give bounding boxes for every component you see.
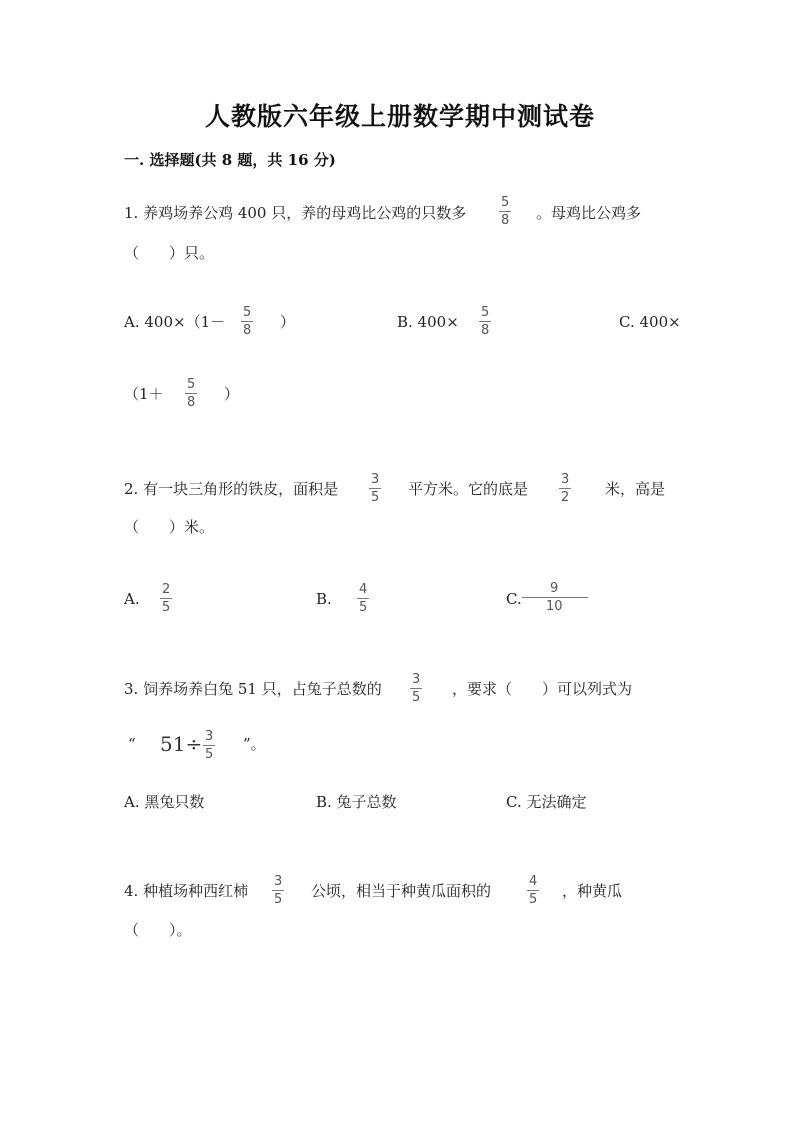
q3-expression-whole: 51÷ <box>160 732 203 756</box>
q1-option-b-text: B. 400× <box>397 313 459 331</box>
q1-text-part2: 。母鸡比公鸡多 <box>536 204 642 222</box>
q2-option-b-fraction <box>357 583 369 615</box>
q4-text-part3: ，种黄瓜 <box>562 882 623 900</box>
fraction-numerator: 5 <box>243 305 252 320</box>
q2-option-c-label: C. <box>506 590 522 608</box>
q1-text-part1: 1. 养鸡场养公鸡 400 只，养的母鸡比公鸡的只数多 <box>124 204 467 222</box>
q1-blank-line: （ ）只。 <box>124 244 215 262</box>
fraction-denominator: 5 <box>359 600 368 615</box>
fraction-denominator: 8 <box>501 213 510 228</box>
fraction-bar <box>241 321 253 322</box>
q3-fraction <box>410 673 422 705</box>
q2-option-a-label: A. <box>124 590 140 608</box>
fraction-numerator: 5 <box>481 305 490 320</box>
fraction-denominator: 10 <box>546 599 563 614</box>
q1-fraction <box>499 196 511 228</box>
fraction-numerator: 9 <box>550 581 559 596</box>
fraction-numerator: 5 <box>187 377 196 392</box>
fraction-numerator: 3 <box>205 729 214 744</box>
q1-option-c-line2: （1＋ <box>124 385 164 403</box>
fraction-denominator: 5 <box>162 600 171 615</box>
fraction-numerator: 3 <box>371 472 380 487</box>
fraction-bar <box>203 745 215 746</box>
fraction-bar <box>410 688 422 689</box>
q4-fraction-tomato <box>272 875 284 907</box>
q2-blank-line: （ ）米。 <box>124 518 215 536</box>
q4-text-part2: 公顷，相当于种黄瓜面积的 <box>311 882 492 900</box>
q1-option-a-fraction <box>241 306 253 338</box>
fraction-denominator: 8 <box>243 323 252 338</box>
q3-quote-close: ”。 <box>243 735 266 753</box>
q1-option-c-fraction <box>185 378 197 410</box>
fraction-bar <box>160 598 172 599</box>
q4-text-part1: 4. 种植场种西红柿 <box>124 882 249 900</box>
fraction-bar <box>185 393 197 394</box>
fraction-numerator: 2 <box>162 582 171 597</box>
fraction-numerator: 5 <box>501 195 510 210</box>
q1-option-c-close: ） <box>224 385 240 403</box>
q2-option-c-fraction <box>522 582 588 614</box>
page-title: 人教版六年级上册数学期中测试卷 <box>204 102 595 131</box>
section-heading: 一. 选择题(共 8 题，共 16 分) <box>124 151 336 169</box>
q1-option-a-text: A. 400×（1－ <box>124 313 226 331</box>
q3-option-c: C. 无法确定 <box>506 793 587 811</box>
fraction-bar <box>357 598 369 599</box>
fraction-bar <box>527 890 539 891</box>
q2-text-part3: 米，高是 <box>605 480 666 498</box>
fraction-denominator: 5 <box>529 892 538 907</box>
fraction-numerator: 3 <box>412 672 421 687</box>
q3-text-part2: ，要求（ ）可以列式为 <box>452 680 633 698</box>
q4-fraction-cucumber <box>527 875 539 907</box>
fraction-bar <box>499 211 511 212</box>
q3-expression-fraction <box>203 730 215 762</box>
q2-text-part2: 平方米。它的底是 <box>408 480 529 498</box>
q3-option-b: B. 兔子总数 <box>316 793 397 811</box>
q1-option-c-text: C. 400× <box>619 313 681 331</box>
fraction-bar <box>522 597 588 598</box>
fraction-denominator: 2 <box>561 490 570 505</box>
q1-option-b-fraction <box>479 306 491 338</box>
q3-quote-open: “ <box>128 735 136 753</box>
q3-option-a: A. 黑兔只数 <box>124 793 205 811</box>
fraction-numerator: 4 <box>529 874 538 889</box>
q4-blank-line: （ ）。 <box>124 921 192 939</box>
q2-fraction-base <box>559 473 571 505</box>
fraction-denominator: 5 <box>274 892 283 907</box>
fraction-bar <box>369 488 381 489</box>
fraction-denominator: 5 <box>412 690 421 705</box>
q2-option-b-label: B. <box>316 590 332 608</box>
q2-option-a-fraction <box>160 583 172 615</box>
q3-text-part1: 3. 饲养场养白兔 51 只，占兔子总数的 <box>124 680 382 698</box>
fraction-bar <box>559 488 571 489</box>
fraction-denominator: 5 <box>371 490 380 505</box>
fraction-bar <box>272 890 284 891</box>
fraction-denominator: 8 <box>481 323 490 338</box>
fraction-numerator: 3 <box>274 874 283 889</box>
fraction-numerator: 4 <box>359 582 368 597</box>
fraction-bar <box>479 321 491 322</box>
q2-text-part1: 2. 有一块三角形的铁皮，面积是 <box>124 480 339 498</box>
q1-option-a-close: ） <box>280 313 296 331</box>
q2-fraction-area <box>369 473 381 505</box>
fraction-numerator: 3 <box>561 472 570 487</box>
fraction-denominator: 8 <box>187 395 196 410</box>
fraction-denominator: 5 <box>205 747 214 762</box>
